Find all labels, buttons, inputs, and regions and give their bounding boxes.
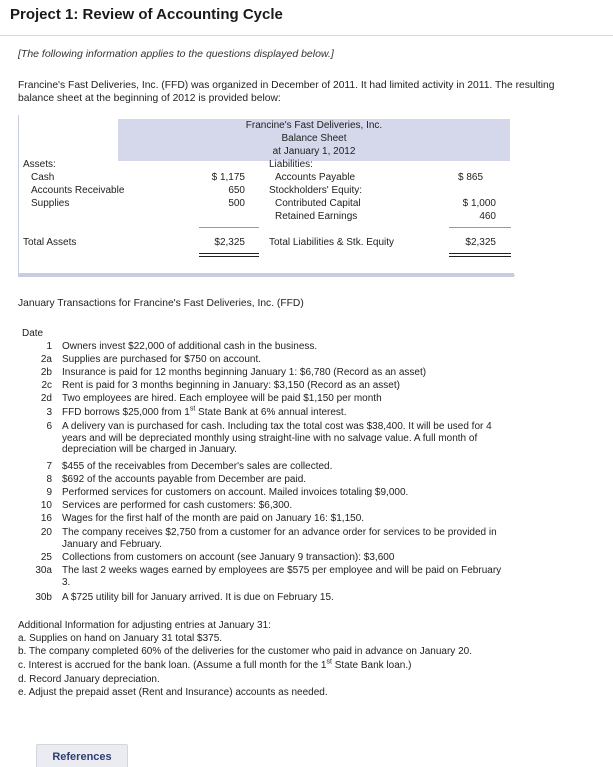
transaction-text: Two employees are hired. Each employee will be paid $1,150 per month [62,393,382,404]
header-divider [0,35,613,36]
cash-value: $ 1,175 [211,172,245,183]
transaction-date: 2a [40,354,52,365]
transaction-text: Owners invest $22,000 of additional cash in the business. [62,341,318,352]
accounts-receivable-value: 650 [228,185,245,196]
cash-label: Cash [31,172,55,183]
transaction-date: 30a [35,565,52,576]
statement-date: at January 1, 2012 [272,146,356,157]
statement-name: Balance Sheet [281,133,347,144]
adjustment-item: e. Adjust the prepaid asset (Rent and Insurance) accounts as needed. [18,687,328,698]
transaction-date: 2d [40,393,52,404]
transaction-text: The company receives $2,750 from a customer for an advance order for services to be provided in January and February. [62,527,497,550]
transaction-text: Wages for the first half of the month are paid on January 16: $1,150. [62,513,365,524]
adjustment-item: b. The company completed 60% of the deliveries for the customer who paid in advance on January 20. [18,646,472,657]
balance-sheet-header [118,119,510,161]
transaction-text: Collections from customers on account (see January 9 transaction): $3,600 [62,552,395,563]
intro-paragraph: Francine's Fast Deliveries, Inc. (FFD) was organized in December of 2011. It had limited activity in 2011. The resulting balance sheet at the beginning of 2012 is provided below: [18,80,555,104]
page-title: Project 1: Review of Accounting Cycle [10,6,283,23]
date-header: Date [22,328,44,339]
transaction-text: Rent is paid for 3 months beginning in January: $3,150 (Record as an asset) [62,380,400,391]
transaction-text: A delivery van is purchased for cash. Including tax the total cost was $38,400. It will be used for 4 years and will be depreciated monthly using straight-line with no salvage value. A full month of depreciation will be charged in January. [62,421,492,455]
transaction-date: 30b [35,592,52,603]
contributed-capital-label: Contributed Capital [275,198,361,209]
transaction-text: $692 of the accounts payable from December are paid. [62,474,307,485]
instruction-note: [The following information applies to the questions displayed below.] [18,48,334,60]
assets-subtotal-rule [199,227,259,228]
transaction-date: 6 [46,421,52,432]
transactions-title: January Transactions for Francine's Fast Deliveries, Inc. (FFD) [18,298,304,309]
adjustment-item: a. Supplies on hand on January 31 total $375. [18,633,223,644]
liabilities-label: Liabilities: [269,159,313,170]
supplies-value: 500 [228,198,245,209]
total-assets-value: $2,325 [214,237,245,248]
total-le-value: $2,325 [465,237,496,248]
stockholders-equity-label: Stockholders' Equity: [269,185,363,196]
adjustment-item: d. Record January depreciation. [18,674,160,685]
assets-double-rule-2 [199,256,259,257]
transaction-text: FFD borrows $25,000 from 1st State Bank at 6% annual interest. [62,405,347,418]
accounts-receivable-label: Accounts Receivable [31,185,125,196]
transaction-date: 16 [40,513,52,524]
transaction-text: The last 2 weeks wages earned by employees are $575 per employee and will be paid on February 3. [62,565,502,588]
balance-sheet-bottom-bar [18,273,514,277]
transaction-text: Supplies are purchased for $750 on account. [62,354,262,365]
adjustment-item: c. Interest is accrued for the bank loan. (Assume a full month for the 1st State Bank loan.) [18,658,412,671]
transaction-date: 3 [46,407,52,418]
transaction-date: 1 [46,341,52,352]
transaction-date: 7 [46,461,52,472]
references-button[interactable] [36,744,128,767]
transaction-text: Performed services for customers on account. Mailed invoices totaling $9,000. [62,487,409,498]
assets-double-rule-1 [199,253,259,254]
le-double-rule-1 [449,253,511,254]
assets-label: Assets: [23,159,56,170]
transaction-date: 9 [46,487,52,498]
total-le-label: Total Liabilities & Stk. Equity [269,237,395,248]
additional-info-title: Additional Information for adjusting entries at January 31: [18,620,271,631]
references-label: References [52,751,112,763]
accounts-payable-value: $ 865 [458,172,484,183]
transaction-date: 20 [40,527,52,538]
contributed-capital-value: $ 1,000 [462,198,496,209]
company-name: Francine's Fast Deliveries, Inc. [245,120,383,131]
transaction-date: 2c [41,380,52,391]
transaction-date: 8 [46,474,52,485]
accounts-payable-label: Accounts Payable [275,172,356,183]
balance-sheet [18,115,515,276]
transaction-date: 25 [40,552,52,563]
total-assets-label: Total Assets [23,237,77,248]
transaction-date: 2b [40,367,52,378]
le-double-rule-2 [449,256,511,257]
transaction-text: Services are performed for cash customers: $6,300. [62,500,293,511]
transaction-text: $455 of the receivables from December's sales are collected. [62,461,333,472]
supplies-label: Supplies [31,198,70,209]
retained-earnings-value: 460 [479,211,496,222]
retained-earnings-label: Retained Earnings [275,211,358,222]
transaction-text: Insurance is paid for 12 months beginning January 1: $6,780 (Record as an asset) [62,367,427,378]
transaction-text: A $725 utility bill for January arrived. It is due on February 15. [62,592,334,603]
transaction-date: 10 [40,500,52,511]
le-subtotal-rule [449,227,511,228]
